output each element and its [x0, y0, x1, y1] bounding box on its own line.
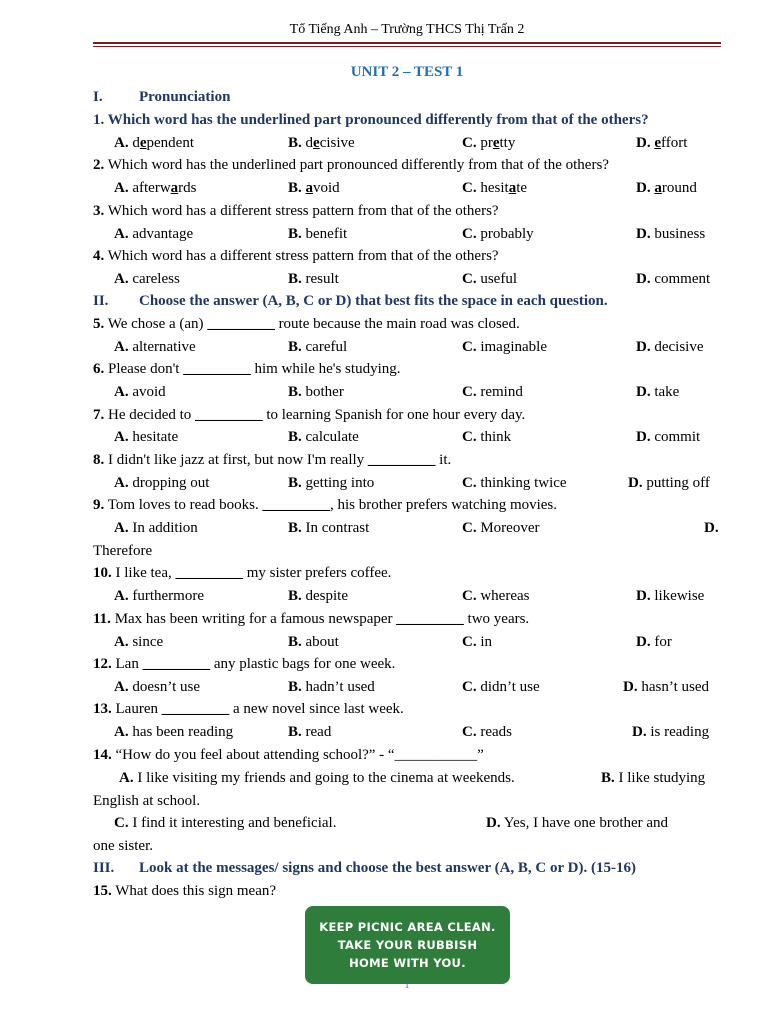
options-10	[93, 586, 721, 606]
options-13	[93, 722, 721, 742]
option-3d[interactable]: D. business	[636, 226, 706, 242]
option-12a[interactable]: A. doesn’t use	[114, 679, 200, 695]
option-13d[interactable]: D. is reading	[632, 724, 710, 740]
option-10d[interactable]: D. likewise	[636, 588, 705, 604]
option-3a[interactable]: A. advantage	[114, 226, 194, 242]
option-13a[interactable]: A. has been reading	[114, 724, 234, 740]
question-10: 10. I like tea, _________ my sister prefers coffee.	[93, 565, 392, 581]
option-1a[interactable]: A. dependent	[114, 135, 194, 151]
test-title: UNIT 2 – TEST 1	[350, 64, 464, 80]
option-14d-rest[interactable]: one sister.	[93, 838, 153, 854]
sign-line-2: TAKE YOUR RUBBISH	[337, 938, 478, 952]
option-6b[interactable]: B. bother	[288, 384, 344, 400]
option-2b[interactable]: B. avoid	[288, 180, 340, 196]
option-13b[interactable]: B. read	[288, 724, 332, 740]
question-13: 13. Lauren _________ a new novel since last week.	[93, 701, 404, 717]
option-11a[interactable]: A. since	[114, 634, 164, 650]
question-14: 14. “How do you feel about attending school?” - “___________”	[93, 747, 484, 763]
option-7d[interactable]: D. commit	[636, 429, 701, 445]
options-9	[93, 518, 721, 538]
options-2	[93, 178, 721, 198]
question-2: 2. Which word has the underlined part pronounced differently from that of the others?	[93, 157, 609, 173]
header-rule	[93, 42, 721, 44]
option-6a[interactable]: A. avoid	[114, 384, 166, 400]
section-heading-2: II. Choose the answer (A, B, C or D) that best fits the space in each question.	[93, 293, 608, 309]
option-2c[interactable]: C. hesitate	[462, 180, 528, 196]
option-3c[interactable]: C. probably	[462, 226, 534, 242]
question-4: 4. Which word has a different stress pattern from that of the others?	[93, 248, 499, 264]
option-5d[interactable]: D. decisive	[636, 339, 704, 355]
option-5a[interactable]: A. alternative	[114, 339, 196, 355]
options-1	[93, 133, 721, 153]
options-4	[93, 269, 721, 289]
option-14a[interactable]: A. I like visiting my friends and going to the cinema at weekends.	[119, 770, 515, 786]
question-9: 9. Tom loves to read books. _________, his brother prefers watching movies.	[93, 497, 558, 513]
option-9d-letter[interactable]: D.	[704, 520, 719, 536]
question-12: 12. Lan _________ any plastic bags for one week.	[93, 656, 396, 672]
option-5c[interactable]: C. imaginable	[462, 339, 547, 355]
options-8	[93, 473, 721, 493]
option-8a[interactable]: A. dropping out	[114, 475, 210, 491]
option-12c[interactable]: C. didn’t use	[462, 679, 540, 695]
question-8: 8. I didn't like jazz at first, but now I'm really _________ it.	[93, 452, 452, 468]
option-6d[interactable]: D. take	[636, 384, 680, 400]
option-14c[interactable]: C. I find it interesting and beneficial.	[114, 815, 337, 831]
option-10a[interactable]: A. furthermore	[114, 588, 204, 604]
option-9c[interactable]: C. Moreover	[462, 520, 540, 536]
option-4b[interactable]: B. result	[288, 271, 339, 287]
option-14d-first[interactable]: D. Yes, I have one brother and	[486, 815, 669, 831]
option-10c[interactable]: C. whereas	[462, 588, 530, 604]
option-13c[interactable]: C. reads	[462, 724, 512, 740]
option-9d-text[interactable]: Therefore	[93, 543, 153, 559]
option-7a[interactable]: A. hesitate	[114, 429, 179, 445]
options-6	[93, 382, 721, 402]
options-5	[93, 337, 721, 357]
header-rule-thin	[93, 46, 721, 47]
picnic-sign-image	[305, 906, 510, 984]
option-3b[interactable]: B. benefit	[288, 226, 348, 242]
question-3: 3. Which word has a different stress pattern from that of the others?	[93, 203, 499, 219]
option-2d[interactable]: D. around	[636, 180, 697, 196]
question-7: 7. He decided to _________ to learning Spanish for one hour every day.	[93, 407, 526, 423]
option-4a[interactable]: A. careless	[114, 271, 180, 287]
option-1d[interactable]: D. effort	[636, 135, 688, 151]
option-4c[interactable]: C. useful	[462, 271, 518, 287]
options-14-ab	[93, 768, 721, 788]
options-11	[93, 632, 721, 652]
option-6c[interactable]: C. remind	[462, 384, 523, 400]
option-2a[interactable]: A. afterwards	[114, 180, 197, 196]
option-11c[interactable]: C. in	[462, 634, 493, 650]
option-8c[interactable]: C. thinking twice	[462, 475, 567, 491]
page-header: Tổ Tiếng Anh – Trường THCS Thị Trấn 2	[289, 22, 525, 37]
options-12	[93, 677, 721, 697]
question-15: 15. What does this sign mean?	[93, 883, 277, 899]
options-7	[93, 427, 721, 447]
section-heading-1: I. Pronunciation	[93, 89, 231, 105]
options-14-cd	[93, 813, 721, 833]
sign-line-3: HOME WITH YOU.	[349, 956, 466, 970]
page-number: 1	[404, 980, 410, 990]
option-7c[interactable]: C. think	[462, 429, 512, 445]
option-4d[interactable]: D. comment	[636, 271, 711, 287]
option-11d[interactable]: D. for	[636, 634, 672, 650]
option-5b[interactable]: B. careful	[288, 339, 348, 355]
option-12d[interactable]: D. hasn’t used	[623, 679, 709, 695]
option-9b[interactable]: B. In contrast	[288, 520, 370, 536]
option-8b[interactable]: B. getting into	[288, 475, 375, 491]
option-14b-rest[interactable]: English at school.	[93, 793, 201, 809]
option-14b-first[interactable]: B. I like studying	[601, 770, 706, 786]
option-7b[interactable]: B. calculate	[288, 429, 359, 445]
option-9a[interactable]: A. In addition	[114, 520, 198, 536]
section-heading-3: III. Look at the messages/ signs and choose the best answer (A, B, C or D). (15-16)	[93, 860, 636, 876]
question-5: 5. We chose a (an) _________ route because the main road was closed.	[93, 316, 520, 332]
options-3	[93, 224, 721, 244]
sign-line-1: KEEP PICNIC AREA CLEAN.	[319, 920, 496, 934]
question-1: 1. Which word has the underlined part pronounced differently from that of the others?	[93, 112, 649, 128]
question-11: 11. Max has been writing for a famous newspaper _________ two years.	[93, 611, 530, 627]
option-8d[interactable]: D. putting off	[628, 475, 710, 491]
option-11b[interactable]: B. about	[288, 634, 339, 650]
option-10b[interactable]: B. despite	[288, 588, 349, 604]
option-1b[interactable]: B. decisive	[288, 135, 355, 151]
question-6: 6. Please don't _________ him while he's studying.	[93, 361, 401, 377]
option-12b[interactable]: B. hadn’t used	[288, 679, 375, 695]
option-1c[interactable]: C. pretty	[462, 135, 516, 151]
